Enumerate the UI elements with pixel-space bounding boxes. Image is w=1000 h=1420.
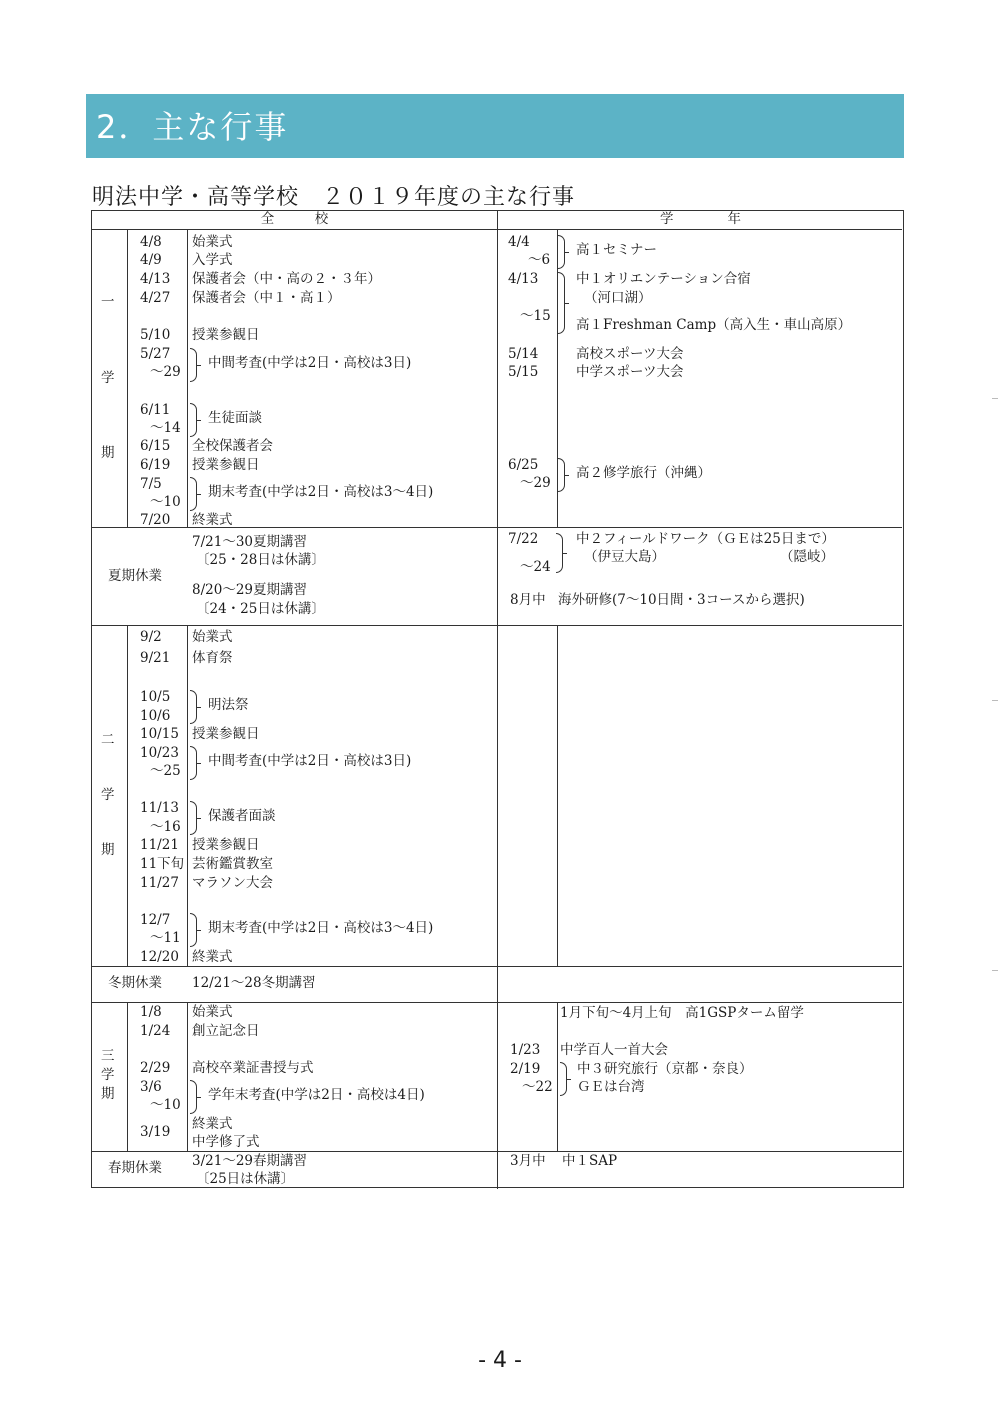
event-name: 終業式 [192,1116,233,1132]
event-date: 1/23 [510,1042,541,1058]
event-name: 終業式 [192,949,233,965]
event-name: 学年末考査(中学は2日・高校は4日) [208,1087,425,1103]
event-name: 高校卒業証書授与式 [192,1060,314,1076]
event-name: 高校スポーツ大会 [576,346,684,362]
event-name: 中間考査(中学は2日・高校は3日) [208,355,412,371]
event-date: ～6 [528,252,551,268]
event-name: 生徒面談 [208,410,262,426]
range-brace [190,746,197,780]
event-name: 中３研究旅行（京都・奈良） [577,1061,753,1077]
event-date: 1/24 [140,1023,171,1039]
event-date: ～22 [522,1079,553,1095]
event-date: 6/19 [140,457,171,473]
event-date: ～14 [150,420,181,436]
column-divider [127,229,128,527]
range-brace [190,801,197,835]
range-brace [190,348,197,382]
event-name: 中間考査(中学は2日・高校は3日) [208,753,412,769]
column-divider [187,1002,188,1151]
event-date: 11/21 [140,837,179,853]
event-date: 11下旬 [140,856,185,872]
event-name: 中１オリエンテーション合宿 [576,271,751,287]
event-name: 体育祭 [192,650,233,666]
event-name: 高２修学旅行（沖縄） [576,465,711,481]
event-date: 4/8 [140,234,162,250]
event-name: 1月下旬～4月上旬 高1GSPターム留学 [560,1005,804,1021]
event-name: 高１セミナー [576,242,657,258]
term3-char: 学 [101,1067,115,1083]
event-name: 授業参観日 [192,327,260,343]
event-date: ～16 [150,819,181,835]
column-divider [187,625,188,966]
range-brace [190,403,197,437]
scan-mark [992,398,998,399]
spring-school-line: 〔25日は休講〕 [196,1171,295,1187]
column-divider [557,625,558,966]
event-date: 2/19 [510,1061,541,1077]
spring-break-label: 春期休業 [108,1160,162,1176]
event-date: ～25 [150,763,181,779]
term1-char: 期 [101,445,115,461]
event-name: 入学式 [192,252,233,268]
event-date: 10/6 [140,708,171,724]
scan-mark [992,700,998,701]
event-date: ～10 [150,494,181,510]
event-name: 中１SAP [562,1153,618,1169]
event-name: 中学修了式 [192,1134,260,1150]
event-date: 5/27 [140,346,171,362]
event-date: 4/27 [140,290,171,306]
event-date: 7/22 [508,531,539,547]
event-date: ～15 [520,308,551,324]
event-date: 4/13 [508,271,539,287]
document-title: 明法中学・高等学校 ２０１９年度の主な行事 [92,185,576,210]
event-date: 3月中 [510,1153,546,1169]
winter-break-label: 冬期休業 [108,975,162,991]
event-date: 12/20 [140,949,179,965]
event-date: ～29 [150,364,181,380]
event-name: 保護者面談 [208,808,276,824]
event-date: 5/10 [140,327,171,343]
term1-char: 一 [101,294,115,310]
event-name: （伊豆大島） [584,549,665,565]
event-date: 7/20 [140,512,171,528]
column-divider [127,1002,128,1151]
event-name: 授業参観日 [192,837,260,853]
event-name: 全校保護者会 [192,438,273,454]
spring-school-line: 3/21～29春期講習 [192,1153,307,1169]
event-name: 創立記念日 [192,1023,260,1039]
range-brace [190,690,197,724]
event-date: ～24 [520,559,551,575]
range-brace [556,533,563,573]
event-date: 6/11 [140,402,171,418]
event-date: 11/27 [140,875,179,891]
range-brace [190,913,197,947]
event-date: 10/15 [140,726,179,742]
column-divider [127,625,128,966]
event-date: 4/9 [140,252,162,268]
term2-char: 学 [101,787,115,803]
term3-char: 期 [101,1086,115,1102]
event-name: 中２フィールドワーク（ＧＥは25日まで） [576,531,835,547]
range-brace [558,458,565,492]
event-date: 12/7 [140,912,171,928]
event-name: 終業式 [192,512,233,528]
event-date: 11/13 [140,800,179,816]
range-brace [190,1080,197,1114]
term3-char: 三 [101,1048,115,1064]
term2-char: 二 [101,732,115,748]
event-name: ＧＥは台湾 [577,1079,645,1095]
event-name: 海外研修(7～10日間・3コースから選択) [558,592,805,608]
event-name: マラソン大会 [192,875,273,891]
event-name: 明法祭 [208,697,249,713]
event-name: 芸術鑑賞教室 [192,856,273,872]
event-date: ～11 [150,930,181,946]
event-name: （隠岐） [780,549,834,565]
scan-mark [992,970,998,971]
section-banner [86,94,904,158]
event-name: 始業式 [192,629,233,645]
section-heading: 2．主な行事 [96,108,289,146]
event-date: 6/25 [508,457,539,473]
summer-break-label: 夏期休業 [108,568,162,584]
event-name: 保護者会（中・高の２・３年） [192,271,381,287]
event-name: 授業参観日 [192,457,260,473]
event-date: 1/8 [140,1004,162,1020]
column-divider [187,229,188,527]
header-school: 全 校 [260,211,329,227]
term1-char: 学 [101,370,115,386]
column-divider [497,211,498,1189]
event-name: 中学スポーツ大会 [576,364,684,380]
event-date: 5/14 [508,346,539,362]
event-name: 中学百人一首大会 [560,1042,668,1058]
winter-school-line: 12/21～28冬期講習 [192,975,316,991]
event-date: 4/13 [140,271,171,287]
event-name: 授業参観日 [192,726,260,742]
event-name: 期末考査(中学は2日・高校は3～4日) [208,484,434,500]
event-date: 2/29 [140,1060,171,1076]
event-name: 始業式 [192,234,233,250]
range-brace [558,235,565,269]
header-grade: 学 年 [660,211,741,227]
event-date: 5/15 [508,364,539,380]
event-date: 9/2 [140,629,162,645]
range-brace [560,1062,567,1096]
event-name: 高１Freshman Camp（高入生・車山高原） [576,317,852,333]
summer-school-line: 〔24・25日は休講〕 [196,601,325,617]
event-date: ～10 [150,1097,181,1113]
event-name: （河口湖） [584,290,652,306]
event-date: 10/5 [140,689,171,705]
event-date: 3/19 [140,1124,171,1140]
event-date: 3/6 [140,1079,162,1095]
range-brace [558,272,565,334]
column-divider [557,1002,558,1151]
event-date: 9/21 [140,650,171,666]
page-number: - 4 - [478,1348,522,1373]
term2-char: 期 [101,842,115,858]
range-brace [190,477,197,511]
summer-school-line: 〔25・28日は休講〕 [196,552,325,568]
event-date: 7/5 [140,476,162,492]
event-date: 4/4 [508,234,530,250]
event-name: 始業式 [192,1004,233,1020]
event-date: 10/23 [140,745,179,761]
event-date: ～29 [520,475,551,491]
summer-school-line: 8/20～29夏期講習 [192,582,307,598]
event-name: 期末考査(中学は2日・高校は3～4日) [208,920,434,936]
event-name: 保護者会（中１・高１） [192,290,341,306]
event-date: 6/15 [140,438,171,454]
summer-school-line: 7/21～30夏期講習 [192,534,307,550]
event-date: 8月中 [510,592,546,608]
